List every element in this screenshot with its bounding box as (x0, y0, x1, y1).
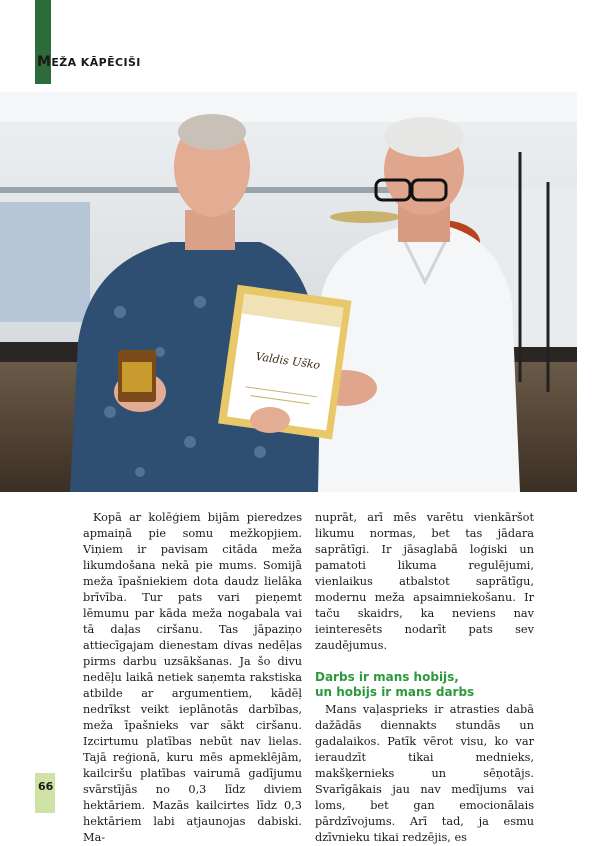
subheading-line-1: Darbs ir mans hobijs, (315, 670, 459, 684)
article-paragraph: Kopā ar kolēģiem bijām pieredzes apmaiņā pie somu mežkopjiem. Viņiem ir pavisam citāda meža likumdošana nekā pie mums. Somijā meža īpašniekiem dota daudz lielāka brīvība. Tur pats vari pieņemt lēmumu par kāda meža nogabala vai tā daļas ciršanu. Tas jāpaziņo attiecīgajam dienestam divas nedēļas pirms darbu uzsākšanas. Ja šo divu nedēļu laikā netiek saņemta rakstiska atbilde ar argumentiem, kādēļ nedrīkst veikt ieplānotās darbības, meža īpašnieks var sākt ciršanu. Izcirtumu platības nebūt nav lielas. Tajā reģionā, kuru mēs apmeklējām, kailciršu platības vairumā gadījumu svārstījās no 0,3 līdz diviem hektāriem. Mazās kailcirtes līdz 0,3 hektāriem labi atjaunojas dabiski. Ma- (83, 511, 302, 844)
article-paragraph: nuprāt, arī mēs varētu vienkāršot likumu normas, bet tas jādara saprātīgi. Ir jāsaglabā loģiski un pamatoti likuma regulējumi, vienlaikus atbalstot saprātīgu, modernu meža apsaimniekošanu. Ir taču skaidrs, ka neviens nav ieinteresēts nodarīt pats sev zaudējumus. (315, 511, 534, 652)
article-subheading (315, 670, 534, 700)
article-column-left (83, 510, 302, 846)
page-number: 66 (38, 780, 54, 793)
article-paragraph: Mans vaļasprieks ir atrasties dabā dažādās diennakts stundās un gadalaikos. Patīk vērot visu, ko var ieraudzīt tikai mednieks, makšķernieks un sēņotājs. Svarīgākais jau nav medījums vai loms, bet gan emocionālais pārdzīvojums. Arī tad, ja esmu dzīvnieku tikai redzējis, es (315, 703, 534, 844)
subheading-line-2: un hobijs ir mans darbs (315, 685, 475, 699)
article-photo (0, 92, 577, 492)
section-label (37, 54, 141, 70)
page-number-box (35, 773, 55, 813)
article-column-right (315, 510, 534, 846)
section-accent-bar (35, 0, 51, 84)
section-label-rest: EŽA KĀPĒCIŠI (51, 56, 141, 69)
section-label-initial: M (37, 54, 52, 70)
certificate-name: Valdis Uško (254, 349, 321, 372)
